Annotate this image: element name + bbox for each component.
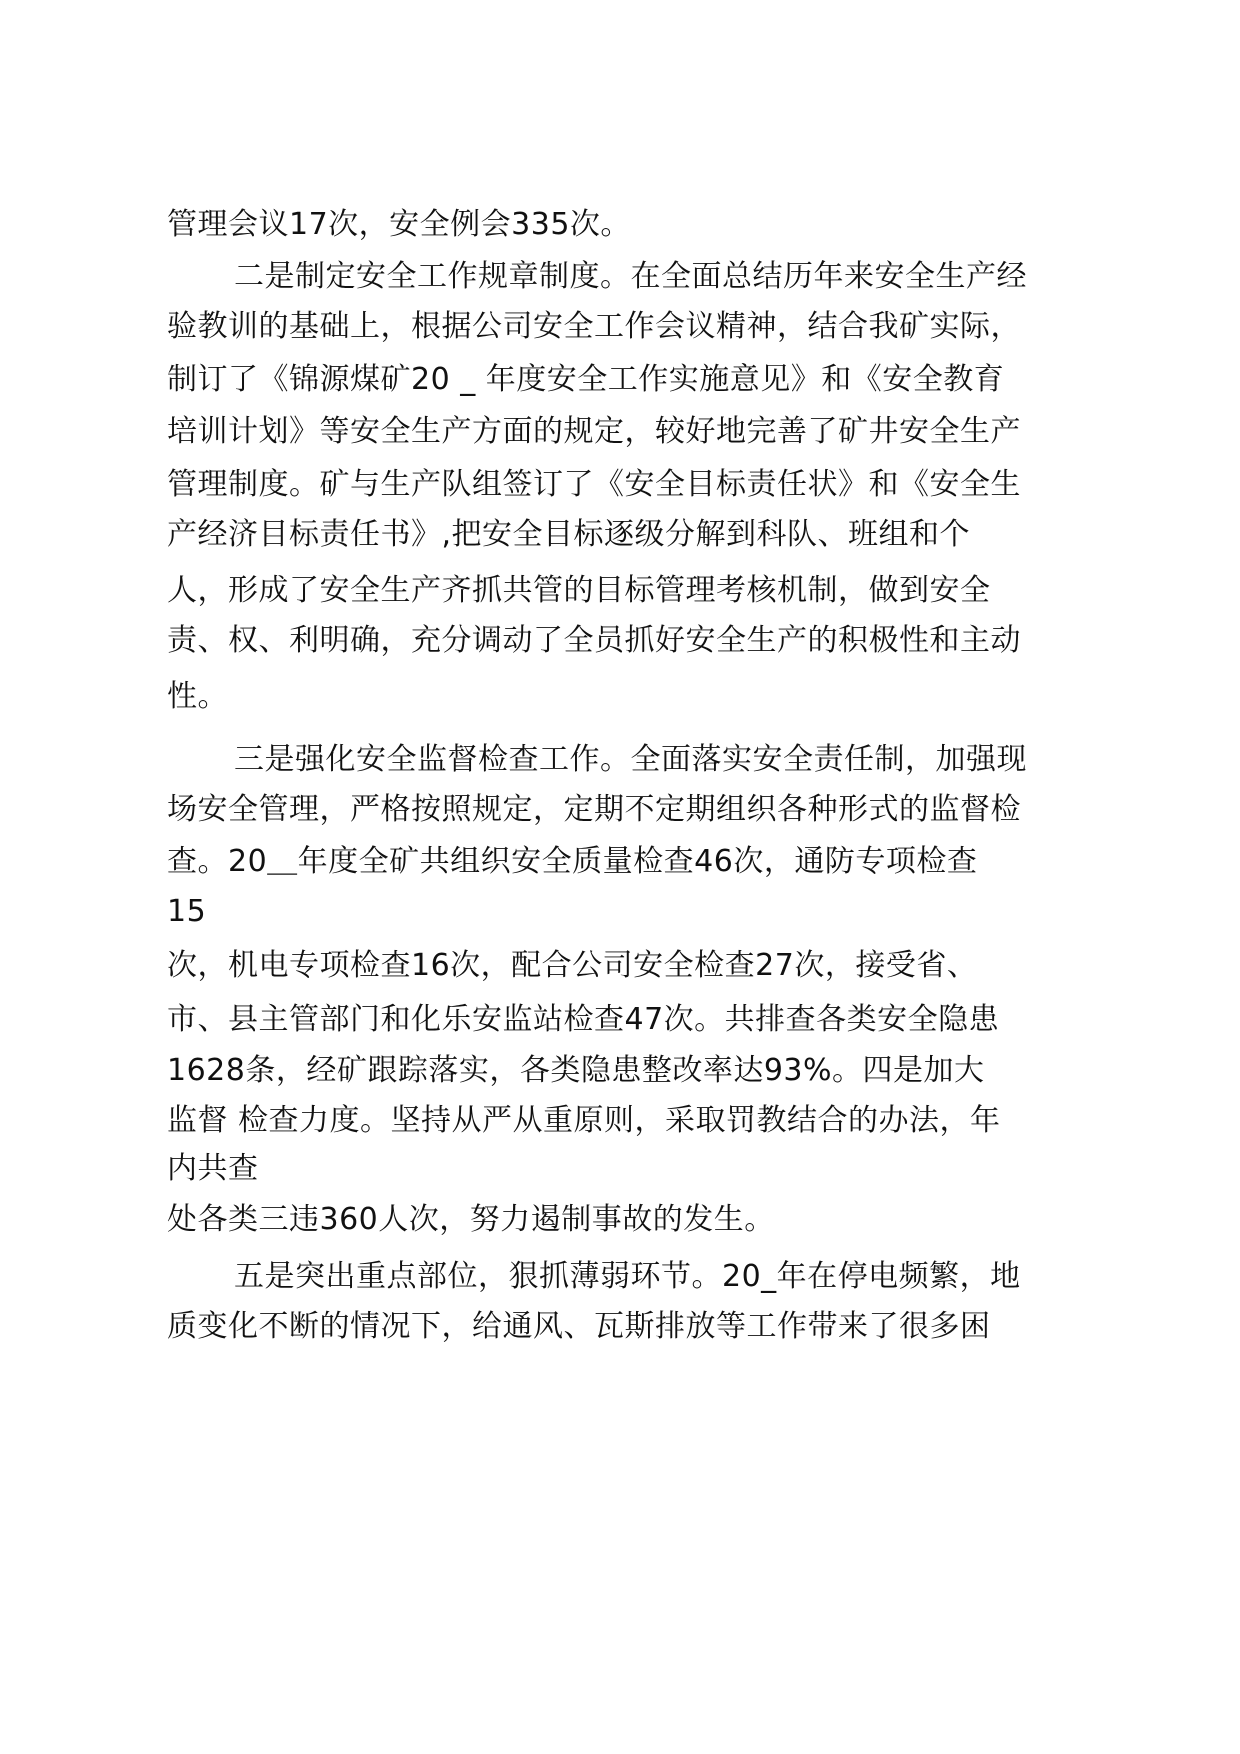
text-line: 人，形成了安全生产齐抓共管的目标管理考核机制，做到安全 <box>167 573 991 608</box>
text-line: 培训计划》等安全生产方面的规定，较好地完善了矿井安全生产 <box>167 414 1021 449</box>
text-line: 质变化不断的情况下，给通风、瓦斯排放等工作带来了很多困 <box>167 1309 991 1344</box>
text-line: 责、权、利明确，充分调动了全员抓好安全生产的积极性和主动 <box>167 623 1021 658</box>
text-line: 次，机电专项检查16次，配合公司安全检查27次，接受省、 <box>167 948 978 983</box>
text-line: 管理制度。矿与生产队组签订了《安全目标责任状》和《安全生 <box>167 467 1021 502</box>
paragraph-5-start: 五是突出重点部位，狠抓薄弱环节。20_年在停电频繁，地 <box>234 1259 1021 1294</box>
text-line: 产经济目标责任书》,把安全目标逐级分解到科队、班组和个 <box>167 517 971 552</box>
text-line: 15 <box>167 894 207 929</box>
paragraph-2-start: 二是制定安全工作规章制度。在全面总结历年来安全生产经 <box>234 259 1027 294</box>
text-line: 市、县主管部门和化乐安监站检查47次。共排查各类安全隐患 <box>167 1002 1000 1037</box>
text-line: 处各类三违360人次，努力遏制事故的发生。 <box>167 1202 775 1237</box>
text-line: 制订了《锦源煤矿20 _ 年度安全工作实施意见》和《安全教育 <box>167 362 1005 397</box>
text-line: 查。20＿年度全矿共组织安全质量检查46次，通防专项检查 <box>167 844 978 879</box>
text-line: 1628条，经矿跟踪落实，各类隐患整改率达93%。四是加大 <box>167 1053 985 1088</box>
paragraph-3-start: 三是强化安全监督检查工作。全面落实安全责任制，加强现 <box>234 742 1027 777</box>
text-line: 管理会议17次，安全例会335次。 <box>167 207 631 242</box>
text-line: 验教训的基础上，根据公司安全工作会议精神，结合我矿实际， <box>167 309 1021 344</box>
text-line: 监督 检查力度。坚持从严从重原则，采取罚教结合的办法，年 <box>167 1103 1001 1138</box>
text-line: 场安全管理，严格按照规定，定期不定期组织各种形式的监督检 <box>167 792 1021 827</box>
text-line: 内共查 <box>167 1151 259 1186</box>
text-line: 性。 <box>167 679 228 714</box>
